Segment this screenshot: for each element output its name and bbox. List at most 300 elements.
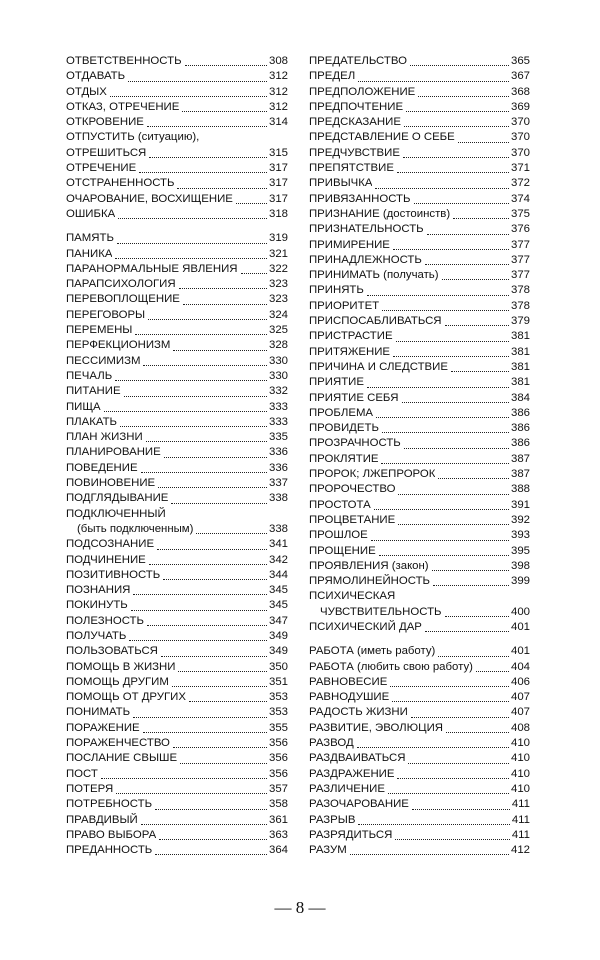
index-term: ПОЗНАНИЯ (66, 584, 131, 597)
index-term: ПОДСОЗНАНИЕ (66, 538, 155, 551)
index-page-number: 386 (510, 422, 530, 435)
index-entry (66, 507, 288, 538)
dot-leader (396, 341, 509, 342)
dot-leader (180, 763, 267, 764)
dot-leader (158, 487, 267, 488)
index-entry (309, 314, 530, 329)
index-entry (309, 690, 530, 705)
index-term: ОТРЕШИТЬСЯ (66, 146, 147, 159)
index-term: ОТВЕТСТВЕННОСТЬ (66, 55, 182, 67)
index-entry (66, 461, 288, 476)
index-entry (309, 528, 530, 543)
index-page-number: 377 (510, 269, 530, 282)
dot-leader (425, 264, 509, 265)
index-page-number: 410 (510, 737, 530, 750)
index-term: ПОСЛАНИЕ СВЫШЕ (66, 752, 178, 765)
dot-leader (445, 616, 509, 617)
index-page-number: 388 (510, 483, 530, 496)
index-entry (309, 54, 530, 69)
index-entry (309, 436, 530, 451)
index-entry (66, 176, 288, 191)
dot-leader (404, 448, 509, 449)
dot-leader (432, 570, 509, 571)
index-term: ПРОВИДЕТЬ (309, 422, 379, 435)
dot-leader (376, 417, 509, 418)
index-page-number: 410 (510, 752, 530, 765)
dot-leader (115, 258, 267, 259)
index-term: РАЗОЧАРОВАНИЕ (309, 798, 409, 811)
index-entry (309, 721, 530, 736)
index-entry (309, 391, 530, 406)
index-page-number: 376 (510, 223, 530, 236)
index-term: ПРИСТРАСТИЕ (309, 330, 393, 343)
dot-leader (178, 671, 267, 672)
index-entry (309, 660, 530, 675)
index-entry (66, 568, 288, 583)
index-page-number: 411 (511, 828, 530, 841)
index-entry (66, 161, 288, 176)
index-page-number: 322 (268, 262, 288, 275)
index-term: ПРИЯТИЕ СЕБЯ (309, 391, 399, 404)
index-page-number: 371 (510, 162, 530, 175)
index-page-number: 332 (268, 385, 288, 398)
index-page-number: 384 (510, 391, 530, 404)
index-page-number: 411 (511, 813, 530, 826)
index-page-number: 377 (510, 253, 530, 266)
index-term: ПРИЯТИЕ (309, 376, 364, 389)
index-term: ОТДЫХ (66, 85, 107, 98)
index-entry (66, 614, 288, 629)
index-term: РАДОСТЬ ЖИЗНИ (309, 706, 408, 719)
index-term: ПАРАПСИХОЛОГИЯ (66, 278, 176, 291)
index-term: ПОТЕРЯ (66, 782, 114, 795)
index-page-number: 350 (268, 660, 288, 673)
dot-leader (367, 387, 509, 388)
dot-leader (129, 640, 267, 641)
index-entry (66, 308, 288, 323)
index-term-line: ОТПУСТИТЬ (ситуацию), (66, 131, 200, 144)
index-page-number: 378 (510, 284, 530, 297)
dot-leader (418, 96, 509, 97)
dot-leader (374, 509, 509, 510)
dot-leader (118, 218, 267, 219)
index-term: ОТРЕЧЕНИЕ (66, 162, 137, 175)
dot-leader (398, 524, 509, 525)
index-entry (309, 207, 530, 222)
index-entry (66, 843, 288, 858)
dot-leader (445, 325, 509, 326)
dot-leader (438, 656, 509, 657)
index-term: ПРИВЯЗАННОСТЬ (309, 192, 411, 205)
index-term: ПОЛЬЗОВАТЬСЯ (66, 645, 158, 658)
dot-leader (241, 273, 267, 274)
index-term: ПОЛУЧАТЬ (66, 629, 127, 642)
index-page-number: 349 (268, 645, 288, 658)
index-entry (66, 247, 288, 262)
index-entry (66, 323, 288, 338)
index-entry (66, 660, 288, 675)
dot-leader (173, 747, 267, 748)
index-entry (66, 85, 288, 100)
index-page-number: 387 (510, 468, 530, 481)
index-page-number: 379 (510, 315, 530, 328)
index-page-number: 364 (268, 844, 288, 857)
dot-leader (183, 304, 267, 305)
dot-leader (414, 203, 509, 204)
index-page-number: 341 (268, 538, 288, 551)
index-entry (66, 130, 288, 161)
index-term: ПРЕДАННОСТЬ (66, 844, 153, 857)
index-entry (309, 498, 530, 513)
index-page-number: 325 (268, 324, 288, 337)
index-page-number: 412 (510, 844, 530, 857)
index-page-number: 333 (268, 415, 288, 428)
index-entry (309, 345, 530, 360)
index-entry (66, 476, 288, 491)
index-entry (309, 283, 530, 298)
dot-leader (143, 732, 267, 733)
index-term: ПЕРЕГОВОРЫ (66, 308, 146, 321)
index-entry (309, 828, 530, 843)
index-term: РАЗРЫВ (309, 813, 356, 826)
index-entry (309, 705, 530, 720)
index-entry (309, 767, 530, 782)
dot-leader (395, 839, 510, 840)
index-entry (66, 644, 288, 659)
index-page-number: 407 (510, 706, 530, 719)
index-entry (309, 360, 530, 375)
dot-leader (390, 686, 509, 687)
index-page-number: 336 (268, 461, 288, 474)
index-term: ПРОЯВЛЕНИЯ (закон) (309, 559, 429, 572)
index-entry (309, 559, 530, 574)
index-page-number: 381 (510, 376, 530, 389)
dot-leader (116, 793, 267, 794)
dot-leader (397, 778, 509, 779)
index-page-number: 395 (510, 544, 530, 557)
index-page-number: 336 (268, 446, 288, 459)
dot-leader (141, 472, 267, 473)
index-entry (66, 400, 288, 415)
dot-leader (177, 188, 267, 189)
index-entry (66, 705, 288, 720)
index-term: ОТСТРАНЕННОСТЬ (66, 177, 175, 190)
dot-leader (433, 585, 509, 586)
dot-leader (128, 81, 267, 82)
index-entry (309, 452, 530, 467)
dot-leader (375, 188, 509, 189)
index-page-number: 369 (510, 100, 530, 113)
index-page-number: 368 (510, 85, 530, 98)
index-term: ПОДЧИНЕНИЕ (66, 553, 146, 566)
dot-leader (425, 631, 509, 632)
dot-leader (110, 96, 267, 97)
dot-leader (147, 625, 267, 626)
index-page-number: 321 (268, 247, 288, 260)
index-entry (66, 491, 288, 506)
index-entry (309, 736, 530, 751)
index-entry (309, 782, 530, 797)
index-page-number: 328 (268, 339, 288, 352)
index-page-number: 355 (268, 721, 288, 734)
index-term: РАЗДРАЖЕНИЕ (309, 767, 395, 780)
index-term: ПОНИМАТЬ (66, 706, 131, 719)
index-page-number: 338 (268, 522, 288, 535)
index-entry (66, 782, 288, 797)
index-entry (66, 690, 288, 705)
index-term: РАВНОДУШИЕ (309, 691, 390, 704)
index-term: ПИЩА (66, 400, 101, 413)
index-term: ПОМОЩЬ ОТ ДРУГИХ (66, 691, 186, 704)
index-entry (66, 430, 288, 445)
index-entry (309, 146, 530, 161)
index-term-continuation (66, 522, 288, 537)
index-term: ПРИНИМАТЬ (получать) (309, 269, 439, 282)
index-entry (309, 467, 530, 482)
dot-leader (382, 432, 509, 433)
index-page-number: 370 (510, 116, 530, 129)
index-term: ПРЕДСКАЗАНИЕ (309, 116, 401, 129)
index-term: ПРАВО ВЫБОРА (66, 828, 157, 841)
index-term: ПЛАНИРОВАНИЕ (66, 446, 161, 459)
dot-leader (133, 717, 267, 718)
index-page-number: 381 (510, 360, 530, 373)
dot-leader (101, 778, 267, 779)
index-term: ОТДАВАТЬ (66, 70, 126, 83)
dot-leader (155, 854, 267, 855)
index-entry (66, 675, 288, 690)
index-entry (309, 544, 530, 559)
index-entry (309, 130, 530, 145)
dot-leader (411, 717, 509, 718)
index-page-number: 312 (268, 100, 288, 113)
index-entry (309, 161, 530, 176)
index-term: РАЗРЯДИТЬСЯ (309, 828, 393, 841)
dot-leader (403, 157, 509, 158)
dot-leader (131, 610, 267, 611)
dot-leader (358, 824, 509, 825)
index-entry (309, 375, 530, 390)
index-page-number: 342 (268, 553, 288, 566)
index-page-number: 318 (268, 207, 288, 220)
dot-leader (453, 218, 509, 219)
index-entry (309, 482, 530, 497)
index-entry (309, 238, 530, 253)
index-entry (66, 736, 288, 751)
index-term: ПРЕДЕЛ (309, 70, 356, 83)
index-page-number: 387 (510, 452, 530, 465)
index-term: РАЗВИТИЕ, ЭВОЛЮЦИЯ (309, 721, 444, 734)
index-page-number: 381 (510, 345, 530, 358)
dot-leader (410, 65, 509, 66)
dot-leader (350, 854, 509, 855)
index-entry (66, 583, 288, 598)
index-entry (66, 537, 288, 552)
index-term: ПЛАН ЖИЗНИ (66, 431, 143, 444)
dot-leader (381, 463, 509, 464)
index-page-number: 317 (268, 192, 288, 205)
index-page-number: 351 (268, 675, 288, 688)
index-entry (309, 268, 530, 283)
index-term: ПРОРОК; ЛЖЕПРОРОК (309, 468, 436, 481)
dot-leader (379, 555, 509, 556)
index-term: ПОДГЛЯДЫВАНИЕ (66, 492, 169, 505)
index-page-number: 337 (268, 477, 288, 490)
index-page-number: 312 (268, 70, 288, 83)
index-entry (66, 445, 288, 460)
index-term: ПРИЧИНА И СЛЕДСТВИЕ (309, 360, 448, 373)
index-entry (66, 813, 288, 828)
index-page-number: 386 (510, 406, 530, 419)
index-page-number: 344 (268, 568, 288, 581)
index-page-number: 345 (268, 599, 288, 612)
index-entry (309, 115, 530, 130)
index-entry (309, 574, 530, 589)
dot-leader (104, 411, 267, 412)
dot-leader (143, 365, 267, 366)
index-term: ПРОБЛЕМА (309, 406, 374, 419)
index-term: ПРЕДЧУВСТВИЕ (309, 146, 400, 159)
index-page-number: 375 (510, 207, 530, 220)
index-page-number: 356 (268, 752, 288, 765)
index-term: ПАМЯТЬ (66, 232, 114, 245)
dot-leader (147, 126, 267, 127)
index-term: ПРИНАДЛЕЖНОСТЬ (309, 253, 422, 266)
dot-leader (139, 172, 267, 173)
index-term: ПАНИКА (66, 247, 113, 260)
index-term: ПРИТЯЖЕНИЕ (309, 345, 391, 358)
index-page-number: 330 (268, 369, 288, 382)
index-term: ПЕЧАЛЬ (66, 369, 113, 382)
dot-leader (173, 350, 267, 351)
index-entry (66, 629, 288, 644)
dot-leader (451, 371, 509, 372)
index-page-number: 323 (268, 278, 288, 291)
index-entry (309, 589, 530, 620)
index-term: РАЗУМ (309, 844, 347, 857)
index-entry (309, 222, 530, 237)
dot-leader (412, 809, 510, 810)
index-term: ЧУВСТВИТЕЛЬНОСТЬ (320, 605, 442, 618)
index-term: РАЗЛИЧЕНИЕ (309, 782, 385, 795)
index-term: ПРИЗНАТЕЛЬНОСТЬ (309, 223, 424, 236)
index-entry (66, 262, 288, 277)
dot-leader (427, 234, 509, 235)
index-entry (66, 69, 288, 84)
index-page-number: 374 (510, 192, 530, 205)
index-term: ПЕССИМИЗМ (66, 354, 141, 367)
index-page-number: 392 (510, 513, 530, 526)
index-page-number: 393 (510, 529, 530, 542)
index-page-number: 367 (510, 70, 530, 83)
index-term: ПОКИНУТЬ (66, 599, 128, 612)
index-term: ПЕРФЕКЦИОНИЗМ (66, 339, 171, 352)
index-page-number: 335 (268, 431, 288, 444)
index-page-number: 363 (268, 828, 288, 841)
index-entry (309, 620, 530, 635)
dot-leader (196, 533, 267, 534)
dot-leader (146, 441, 267, 442)
index-term: ПРОКЛЯТИЕ (309, 452, 379, 465)
dot-leader (124, 396, 267, 397)
dot-leader (358, 81, 509, 82)
index-term: РАВНОВЕСИЕ (309, 675, 388, 688)
index-entry (309, 797, 530, 812)
index-page-number: 314 (268, 116, 288, 129)
index-page-number: 381 (510, 330, 530, 343)
index-term: ПРЕДАТЕЛЬСТВО (309, 55, 407, 67)
index-entry (66, 192, 288, 207)
index-entry (309, 85, 530, 100)
index-page-number: 353 (268, 691, 288, 704)
dot-leader (404, 126, 509, 127)
index-term-continuation (66, 146, 288, 161)
index-term: ПОРАЖЕНИЕ (66, 721, 140, 734)
dot-leader (357, 747, 509, 748)
index-term: ПРЯМОЛИНЕЙНОСТЬ (309, 575, 431, 588)
dot-leader (161, 656, 267, 657)
index-term: ПРИМИРЕНИЕ (309, 238, 390, 251)
index-entry (309, 513, 530, 528)
index-page-number: 317 (268, 162, 288, 175)
dot-leader (157, 549, 267, 550)
index-term: ОШИБКА (66, 207, 116, 220)
index-entry (66, 231, 288, 246)
index-term-line: ПОДКЛЮЧЕННЫЙ (66, 507, 166, 520)
index-term: ПРЕДСТАВЛЕНИЕ О СЕБЕ (309, 131, 455, 144)
index-entry (309, 644, 530, 659)
dot-leader (408, 763, 509, 764)
index-term: ПРОЗРАЧНОСТЬ (309, 437, 401, 450)
dot-leader (149, 564, 267, 565)
index-term: ПРОШЛОЕ (309, 529, 368, 542)
index-term: ПЕРЕМЕНЫ (66, 324, 133, 337)
index-term: РАЗВОД (309, 737, 354, 750)
index-term: ПОЛЕЗНОСТЬ (66, 614, 144, 627)
index-page-number: 338 (268, 492, 288, 505)
index-entry (66, 100, 288, 115)
index-term: РАБОТА (любить свою работу) (309, 660, 473, 673)
index-entry (66, 115, 288, 130)
index-page-number: 315 (268, 146, 288, 159)
dot-leader (402, 402, 509, 403)
index-entry (309, 329, 530, 344)
index-page-number: 312 (268, 85, 288, 98)
dot-leader (442, 279, 509, 280)
index-term: (быть подключенным) (77, 522, 194, 535)
dot-leader (155, 809, 267, 810)
index-column-right (309, 54, 530, 858)
index-page-number: 357 (268, 782, 288, 795)
index-page-number: 386 (510, 437, 530, 450)
index-page-number: 407 (510, 691, 530, 704)
index-page-number: 323 (268, 293, 288, 306)
index-page-number: 406 (510, 675, 530, 688)
index-entry (309, 813, 530, 828)
dot-leader (371, 540, 509, 541)
index-page-number: 356 (268, 737, 288, 750)
dot-leader (163, 579, 267, 580)
index-entry (66, 292, 288, 307)
index-page-number: 319 (268, 232, 288, 245)
dot-leader (397, 172, 509, 173)
index-term: РАЗДВАИВАТЬСЯ (309, 752, 406, 765)
dot-leader (458, 142, 509, 143)
index-page-number: 391 (510, 498, 530, 511)
index-page-number: 349 (268, 629, 288, 642)
dot-leader (393, 249, 509, 250)
index-entry (309, 253, 530, 268)
